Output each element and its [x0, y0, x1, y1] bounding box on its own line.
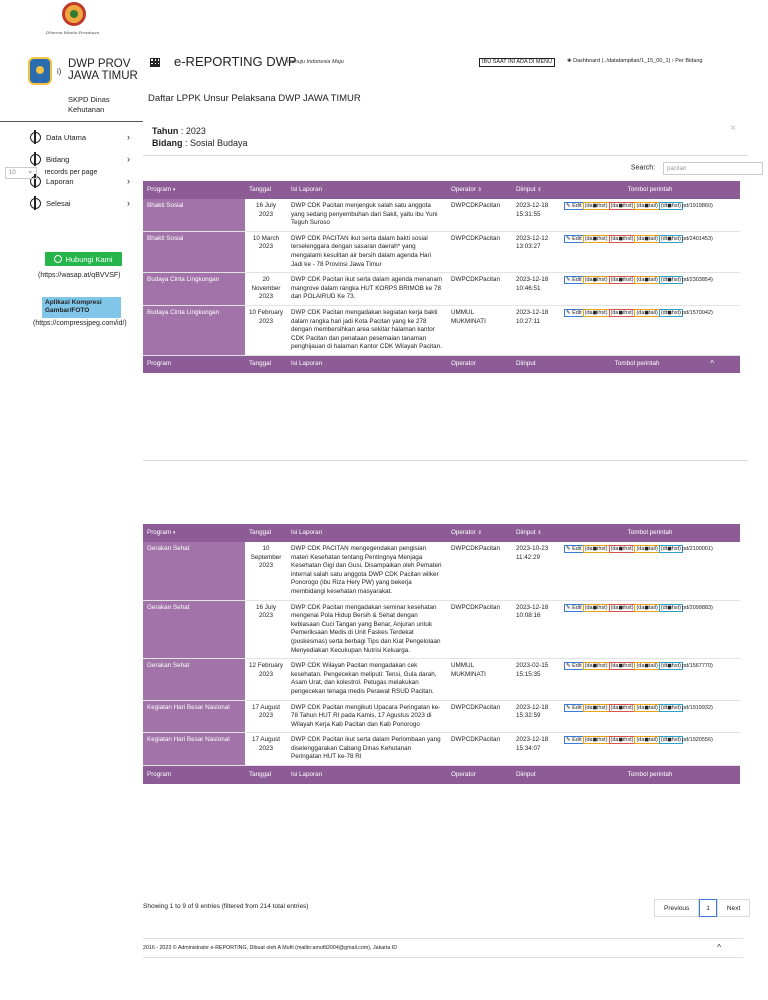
- action-button[interactable]: (da◼ihst): [610, 604, 634, 611]
- bidang-value: : Sosial Budaya: [185, 138, 248, 148]
- sidebar-item-selesai[interactable]: [30, 192, 138, 214]
- action-link-tail: pd/2099883): [681, 604, 713, 611]
- cell-isi-laporan: DWP CDK Pacitan menjenguk salah satu anggota yang sedang penyembuhan dari Sakit, yaitu ibu Yuni Teguh Suroso: [291, 202, 438, 227]
- sidebar-divider: [0, 121, 143, 122]
- cell-actions: [560, 659, 740, 700]
- chevron-right-icon: ›: [127, 176, 130, 186]
- action-link-tail: pd/1567770): [681, 663, 713, 670]
- action-button[interactable]: (da◼tail): [636, 546, 658, 552]
- table-footer-row: [143, 766, 740, 784]
- cell-operator: DWPCDKPacitan: [451, 202, 500, 209]
- cell-tanggal: 17 August 2023: [251, 736, 280, 752]
- whatsapp-icon: [54, 255, 62, 263]
- footer-tanggal: Tanggal: [245, 766, 287, 784]
- detail-button[interactable]: (dt◼hst): [660, 309, 681, 316]
- footer-tombol: Tombol perintah ^: [560, 355, 740, 373]
- sidebar-item-label: Bidang: [46, 154, 70, 164]
- column-header-isi[interactable]: Isi Laporan: [287, 524, 447, 542]
- action-link-tail: pd/2303854): [681, 277, 713, 284]
- footer-tombol: Tombol perintah: [560, 766, 740, 784]
- cell-actions: [560, 273, 740, 306]
- tahun-label: Tahun: [152, 126, 179, 136]
- table-footer-row: [143, 355, 740, 373]
- page-title: Daftar LPPK Unsur Pelaksana DWP JAWA TIMUR: [148, 93, 361, 104]
- detail-button[interactable]: (dt◼hst): [660, 737, 681, 744]
- column-header-diinput[interactable]: Diinput ⇕: [512, 524, 560, 542]
- sort-desc-icon: ▾: [172, 186, 176, 193]
- cell-tanggal: 16 July 2023: [256, 603, 276, 620]
- action-button[interactable]: (da◼tail): [636, 235, 658, 242]
- action-button[interactable]: (da◼tail): [636, 704, 658, 711]
- sort-icon: ⇕: [537, 529, 542, 536]
- action-link-tail: pd/1919932): [681, 704, 713, 711]
- column-header-tombol: Tombol perintah: [560, 181, 740, 199]
- cell-diinput: 2023-10-23 11:42:29: [516, 545, 549, 561]
- cell-operator: DWPCDKPacitan: [451, 736, 500, 744]
- action-button[interactable]: (da◼ihst): [610, 737, 634, 744]
- cell-isi-laporan: DWP CDK Pacitan mengikuti Upacara Peringatan ke-78 Tahun HUT RI pada Kamis, 17 Agustus 2023 di Wilayah Kerja Kab Pacitan dan Kab Ponorogo: [291, 703, 441, 728]
- action-button[interactable]: (da◼tail): [636, 309, 658, 316]
- cell-isi-laporan: DWP CDK PACITAN mengegendakan pengisian materi Kesehatan tentang Pentingnya Menjaga Kesehatan Gigi dan Gusi, Disampaikan oleh Pemateri internal salah satu anggota DWP CDK Pacitan wilker Ponorogo (ibu Riza Hery PW) yang bekerja membidangi kesehatan masyarakat.: [291, 545, 442, 595]
- page-1-button[interactable]: 1: [699, 899, 717, 917]
- whatsapp-contact-button[interactable]: [45, 252, 122, 266]
- action-button[interactable]: (da◼ihst): [584, 203, 608, 209]
- table-body-bottom: [143, 542, 740, 766]
- action-button[interactable]: (da◼ihst): [584, 309, 608, 316]
- action-link-tail: pd/1919860): [681, 203, 713, 209]
- filter-summary: [143, 114, 748, 149]
- current-menu-button[interactable]: IBU SAAT INI ADA DI MENU: [479, 58, 555, 67]
- cell-tanggal: 16 July 2023: [256, 202, 276, 218]
- action-button[interactable]: (da◼tail): [636, 663, 658, 670]
- chevron-right-icon: ›: [127, 132, 130, 142]
- cell-isi-laporan: DWP CDK Wilayah Pacitan mengadakan cek kesehatan. Pengecekan meliputi: Tensi, Gula darah, Asam Urat, dan kolestrol. Petugas melakukan pengecekan tenaga medis Perawat RSUD Pacitan.: [291, 662, 437, 695]
- cell-program: Budaya Cinta Lingkungan: [143, 305, 245, 355]
- cell-actions: [560, 600, 740, 659]
- cell-diinput: 2023-12-18 10:27:11: [516, 308, 549, 325]
- breadcrumb[interactable]: ❀ Dashboard (../datatampilan/1_15_00_1) › Per Bidang: [567, 58, 703, 64]
- cell-tanggal: 10 February 2023: [249, 308, 283, 325]
- table-row: [143, 305, 740, 355]
- table-search: [631, 162, 763, 175]
- column-header-operator[interactable]: Operator ⇕: [447, 181, 512, 199]
- table-row: [143, 700, 740, 733]
- detail-button[interactable]: (dt◼hst): [660, 604, 681, 611]
- column-header-operator[interactable]: Operator ⇕: [447, 524, 512, 542]
- cell-tanggal: 10 March 2023: [252, 234, 280, 251]
- page-footer: [143, 938, 743, 958]
- pagination: [654, 899, 750, 917]
- app-tagline: menuju Indonesia Maju: [287, 59, 344, 65]
- table-row: [143, 231, 740, 272]
- table-row: [143, 600, 740, 659]
- cell-program: Gerakan Sehat: [143, 659, 245, 700]
- scroll-top-chevron-icon[interactable]: ^: [717, 943, 721, 952]
- action-button[interactable]: (da◼ihst): [610, 235, 634, 242]
- cell-operator: DWPCDKPacitan: [451, 603, 500, 611]
- skpd-label: [68, 95, 110, 115]
- table-body-top: [143, 199, 740, 355]
- sidebar: [0, 0, 143, 1000]
- whatsapp-label: Hubungi Kami: [65, 254, 113, 264]
- cell-tanggal: 12 February 2023: [249, 662, 283, 678]
- action-button[interactable]: (da◼ihst): [610, 203, 634, 209]
- column-header-program[interactable]: Program ▾: [143, 524, 245, 542]
- action-link-tail: pd/2100001): [681, 546, 713, 552]
- column-header-isi[interactable]: Isi Laporan: [287, 181, 447, 199]
- column-header-program[interactable]: Program ▾: [143, 181, 245, 199]
- footer-isi: Isi Laporan: [287, 766, 447, 784]
- bidang-label: Bidang: [152, 138, 183, 148]
- search-label: Search:: [630, 164, 656, 172]
- action-button[interactable]: (da◼ihst): [610, 309, 634, 316]
- action-button[interactable]: (da◼ihst): [584, 546, 608, 552]
- table-row: [143, 273, 740, 306]
- cell-actions: [560, 305, 740, 355]
- edit-button[interactable]: ✎ Edit: [566, 604, 582, 611]
- footer-tanggal: Tanggal: [245, 355, 287, 373]
- compress-app-url[interactable]: (https://compressjpeg.com/id/): [33, 320, 127, 327]
- detail-button[interactable]: (dt◼hst): [660, 203, 681, 209]
- action-button[interactable]: (da◼ihst): [610, 704, 634, 711]
- action-button[interactable]: (da◼tail): [636, 203, 658, 209]
- previous-page-button[interactable]: Previous: [654, 899, 699, 917]
- edit-button[interactable]: ✎ Edit: [566, 546, 582, 552]
- cell-actions: [560, 700, 740, 733]
- brand-title-line2: JAWA TIMUR: [68, 70, 138, 82]
- cell-actions: [560, 231, 740, 272]
- cell-operator: DWPCDKPacitan: [451, 545, 500, 552]
- edit-button[interactable]: ✎ Edit: [566, 235, 582, 242]
- cell-program: Bhakti Sosial: [143, 199, 245, 231]
- cell-program: Bhakti Sosial: [143, 231, 245, 272]
- action-link-tail: pd/1920556): [681, 737, 713, 744]
- cell-operator: DWPCDKPacitan: [451, 234, 500, 242]
- compress-app-button[interactable]: Aplikasi Kompresi Gambar/FOTO: [42, 297, 121, 318]
- action-button[interactable]: (da◼ihst): [584, 704, 608, 711]
- cell-diinput: 2023-12-18 10:08:16: [516, 603, 549, 620]
- cell-operator: UMMUL MUKMINATI: [451, 662, 486, 678]
- app-title[interactable]: e-REPORTING DWP: [174, 54, 297, 69]
- report-table-top: [143, 181, 740, 373]
- edit-button[interactable]: ✎ Edit: [566, 309, 582, 316]
- action-button[interactable]: (da◼ihst): [584, 737, 608, 744]
- footer-program: Program: [143, 355, 245, 373]
- action-button[interactable]: (da◼ihst): [584, 235, 608, 242]
- column-header-tombol: Tombol perintah: [560, 524, 740, 542]
- cell-program: Gerakan Sehat: [143, 542, 245, 600]
- cell-isi-laporan: DWP CDK Pacitan mengadakan seminar kesehatan mengenai Pola Hidup Bersih & Sehat dengan kebiasaan Cuci Tangan yang Benar, Anjuran untuk Pemeriksaan Medis di Unit Faskes Terdekat (puskesmas) serta berbagi Tips dan Kiat Pengelolaan Menyediakan Kecukupan Nutrisi Keluarga.: [291, 603, 441, 654]
- cell-actions: [560, 542, 740, 600]
- footer-diinput: Diinput: [512, 766, 560, 784]
- cell-isi-laporan: DWP CDK Pacitan ikut serta dalam agenda menanam mangrove dalam rangka HUT KORPS BRIMOB ke 78 dan POLAIRUD Ke 73.: [291, 276, 443, 301]
- cell-tanggal: 10 September 2023: [250, 545, 282, 570]
- action-button[interactable]: (da◼ihst): [610, 546, 634, 552]
- column-header-diinput[interactable]: Diinput ⇕: [512, 181, 560, 199]
- records-per-page: [5, 164, 97, 182]
- detail-button[interactable]: (dt◼hst): [660, 546, 681, 552]
- cell-diinput: 2023-12-18 10:46:51: [516, 276, 549, 292]
- cell-tanggal: 17 August 2023: [251, 703, 280, 720]
- column-header-tanggal[interactable]: Tanggal: [245, 181, 287, 199]
- edit-button[interactable]: ✎ Edit: [566, 737, 582, 744]
- sort-icon: ⇕: [537, 186, 542, 193]
- jatim-province-logo: [28, 57, 52, 85]
- brand-title-line1: DWP PROV: [68, 58, 131, 70]
- sort-icon: ⇕: [477, 186, 482, 193]
- action-button[interactable]: (da◼ihst): [584, 663, 608, 670]
- cell-tanggal: 20 November 2023: [251, 276, 281, 301]
- edit-button[interactable]: ✎ Edit: [566, 704, 582, 711]
- chevron-right-icon: ›: [127, 154, 130, 164]
- footer-operator: Operator: [447, 355, 512, 373]
- collapse-chevron-icon[interactable]: ^: [710, 359, 714, 369]
- table-row: [143, 199, 740, 231]
- detail-button[interactable]: (dt◼hst): [660, 235, 681, 242]
- skpd-line2: Kehutanan: [68, 105, 105, 114]
- dwp-emblem-logo: [62, 2, 86, 26]
- action-button[interactable]: (da◼ihst): [584, 277, 608, 284]
- footer-diinput: Diinput: [512, 355, 560, 373]
- table-row: [143, 542, 740, 600]
- skpd-line1: SKPD Dinas: [68, 95, 110, 104]
- power-icon: [30, 154, 41, 165]
- sidebar-item-data-utama[interactable]: [30, 126, 138, 148]
- cell-isi-laporan: DWP CDK PACITAN ikut serta dalam bakti sosial terselenggara dengan sasaran daerah* yang mengalami kesulitan air bersih dalam agenda Hari Jadi ke - 78 Provinsi Jawa Timur: [291, 234, 432, 268]
- action-button[interactable]: (da◼tail): [636, 604, 658, 611]
- cell-diinput: 2023-12-12 13:03:27: [516, 234, 549, 251]
- search-input[interactable]: [663, 162, 763, 175]
- sort-icon: ⇕: [477, 529, 482, 536]
- table-row: [143, 733, 740, 766]
- grid-menu-icon[interactable]: [150, 58, 160, 67]
- action-link-tail: pd/2401453): [681, 235, 713, 242]
- report-table-bottom: [143, 524, 740, 784]
- table-header-row: [143, 524, 740, 542]
- brand-prefix: i): [57, 67, 62, 76]
- table-info: Showing 1 to 9 of 9 entries (filtered from 214 total entries): [143, 903, 309, 910]
- power-icon: [30, 132, 41, 143]
- cell-isi-laporan: DWP CDK Pacitan mengadakan kegiatan kerja bakti dalam rangka hari jadi Kota Pacitan yang ke 278 dengan membersihkan area sekitar halaman kantor CDK Pacitan dan penataan pesemaian tanaman penghijauan di halaman Kantor CDK Wilayah Pacitan.: [291, 308, 442, 351]
- topbar: [143, 49, 748, 77]
- edit-button[interactable]: ✎ Edit: [566, 663, 582, 670]
- cell-operator: DWPCDKPacitan: [451, 703, 500, 711]
- action-button[interactable]: (da◼tail): [636, 737, 658, 744]
- table-header-row: [143, 181, 740, 199]
- cell-diinput: 2023-12-18 15:34:07: [516, 736, 549, 752]
- cell-operator: UMMUL MUKMINATI: [451, 308, 486, 325]
- cell-diinput: 2023-02-15 15:15:35: [516, 662, 549, 678]
- cell-actions: [560, 733, 740, 766]
- chevron-right-icon: ›: [127, 198, 130, 208]
- detail-button[interactable]: (dt◼hst): [660, 663, 681, 670]
- action-button[interactable]: (da◼ihst): [610, 663, 634, 670]
- action-link-tail: pd/1570042): [681, 309, 713, 316]
- sort-desc-icon: ▾: [172, 529, 176, 536]
- action-button[interactable]: (da◼tail): [636, 277, 658, 284]
- cell-program: Gerakan Sehat: [143, 600, 245, 659]
- records-per-page-label: records per page: [44, 169, 98, 177]
- column-header-tanggal[interactable]: Tanggal: [245, 524, 287, 542]
- sidebar-item-label: Laporan: [46, 176, 74, 186]
- cell-isi-laporan: DWP CDK Pacitan ikut serta dalam Perlombaan yang diselenggarakan Cabang Dinas Kehutanan Peringatan HUT ke-78 RI: [291, 736, 441, 761]
- cell-diinput: 2023-12-18 15:32:59: [516, 703, 549, 720]
- footer-isi: Isi Laporan: [287, 355, 447, 373]
- power-icon: [30, 198, 41, 209]
- brand-title[interactable]: [68, 58, 138, 82]
- cell-program: Kegiatan Hari Besar Nasional: [143, 733, 245, 766]
- records-per-page-select[interactable]: 10 ⌄: [5, 167, 37, 179]
- sidebar-item-label: Data Utama: [46, 132, 87, 142]
- cell-program: Kegiatan Hari Besar Nasional: [143, 700, 245, 733]
- detail-button[interactable]: (dt◼hst): [660, 277, 681, 284]
- cell-diinput: 2023-12-18 15:31:55: [516, 202, 549, 218]
- cell-operator: DWPCDKPacitan: [451, 276, 500, 284]
- cell-program: Budaya Cinta Lingkungan: [143, 273, 245, 306]
- edit-button[interactable]: ✎ Edit: [566, 277, 582, 284]
- logo-caption: Dharma Wanita Persatuan: [46, 30, 100, 35]
- table-row: [143, 659, 740, 700]
- footer-operator: Operator: [447, 766, 512, 784]
- card-divider: [143, 155, 748, 156]
- footer-text: 2016 - 2023 © Administrator e-REPORTING, Dibuat oleh A Mufti (mailto:amufti2004@gmail.com), Jakarta ID: [143, 945, 398, 951]
- whatsapp-url[interactable]: (https://wasap.at/qBVVSF): [38, 272, 121, 279]
- tahun-value: : 2023: [180, 126, 206, 136]
- footer-program: Program: [143, 766, 245, 784]
- action-button[interactable]: (da◼ihst): [610, 277, 634, 284]
- next-page-button[interactable]: Next: [717, 899, 750, 917]
- cell-actions: [560, 199, 740, 231]
- detail-button[interactable]: (dt◼hst): [660, 704, 681, 711]
- close-icon[interactable]: ×: [730, 123, 736, 134]
- action-button[interactable]: (da◼ihst): [584, 604, 608, 611]
- sidebar-item-label: Selesai: [46, 198, 71, 208]
- edit-button[interactable]: ✎ Edit: [566, 203, 582, 209]
